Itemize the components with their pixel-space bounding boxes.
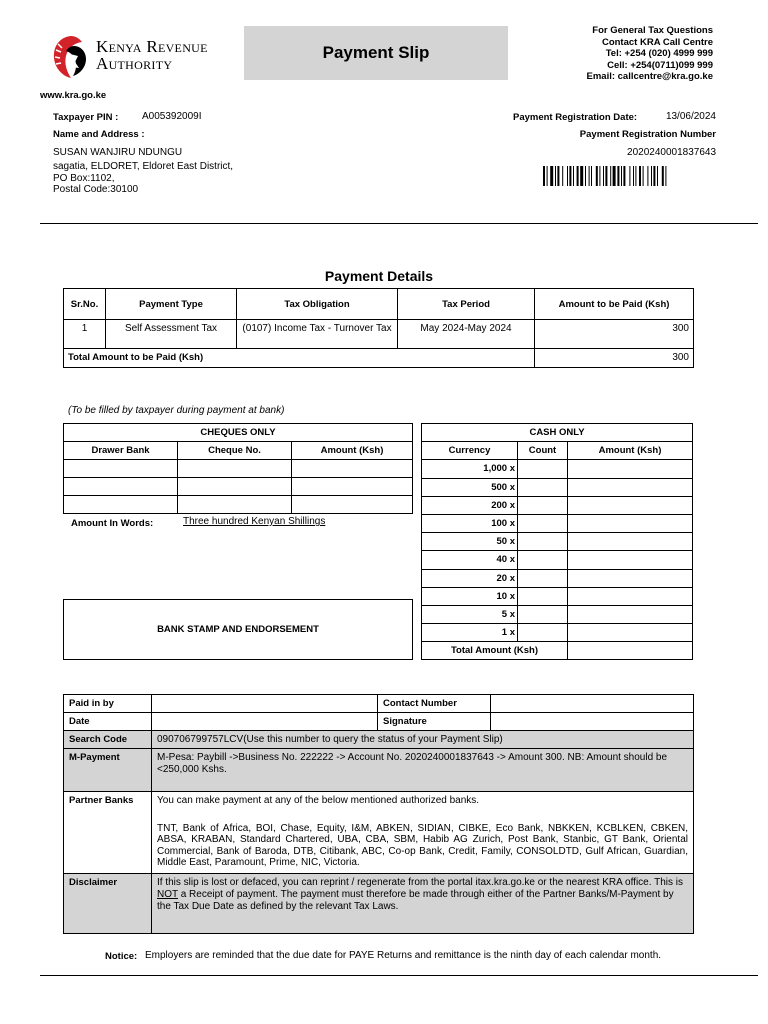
barcode-bar [596,166,598,186]
row-tax-obligation: (0107) Income Tax - Turnover Tax [237,320,398,349]
paid-in-by-label: Paid in by [64,695,152,713]
search-code: 090706799757LCV(Use this number to query the status of your Payment Slip) [152,731,694,749]
barcode-bar [647,166,648,186]
barcode-bar [603,166,604,186]
disclaimer-text-1: If this slip is lost or defaced, you can reprint / regenerate from the portal itax.kra.go.ke or the nearest KRA office. This is [157,877,684,888]
barcode-bar [623,166,625,186]
denomination-row [422,460,693,478]
barcode-bar [550,166,553,186]
barcode-bar [657,166,658,186]
col-cash-amount: Amount (Ksh) [568,442,693,460]
cheque-amount-field[interactable] [292,460,413,478]
barcode-bar [589,166,590,186]
cheques-table [63,423,413,514]
cash-amount-field[interactable] [568,514,693,532]
partner-banks-cell [152,792,694,874]
contact-line2: Contact KRA Call Centre [601,36,713,48]
registration-number: 2020240001837643 [627,147,716,158]
pin-label: Taxpayer PIN : [53,112,119,123]
website-link[interactable]: www.kra.go.ke [40,90,107,101]
registration-number-label: Payment Registration Number [579,129,716,140]
barcode-bar [580,166,583,186]
divider-bottom [40,975,758,976]
table-header-row [64,289,694,320]
disclaimer-not: NOT [157,889,178,900]
denomination: 500 x [422,478,518,496]
drawer-bank-field[interactable] [64,460,178,478]
cash-total-label: Total Amount (Ksh) [422,642,568,660]
row-payment-type: Self Assessment Tax [106,320,237,349]
kra-logo [52,34,237,80]
barcode-bar [617,166,619,186]
barcode-bar [557,166,559,186]
date-label: Date [64,713,152,731]
barcode-bar [665,166,666,186]
barcode-bar [643,166,644,186]
col-count: Count [518,442,568,460]
search-code-label: Search Code [64,731,152,749]
barcode-bar [635,166,636,186]
barcode-bar [605,166,607,186]
cash-amount-field[interactable] [568,605,693,623]
contact-number-field[interactable] [491,695,694,713]
count-field[interactable] [518,587,568,605]
count-field[interactable] [518,624,568,642]
denomination: 20 x [422,569,518,587]
address-line3: Postal Code:30100 [53,184,139,195]
bank-stamp-box: BANK STAMP AND ENDORSEMENT [63,599,413,660]
cheque-row [64,460,413,478]
cash-amount-field[interactable] [568,533,693,551]
address-line1: sagatia, ELDORET, Eldoret East District, [53,161,234,172]
denomination-row [422,569,693,587]
total-row [64,349,694,368]
registration-date-label: Payment Registration Date: [513,112,638,123]
cheque-row [64,478,413,496]
denomination-row [422,478,693,496]
address-line2: PO Box:1102, [53,172,115,184]
col-tax-obligation: Tax Obligation [237,289,398,320]
barcode-bar [543,166,545,186]
col-tax-period: Tax Period [398,289,535,320]
logo-text-line2: Authority [96,54,173,73]
disclaimer-cell [152,874,694,934]
denomination-row [422,624,693,642]
cash-amount-field[interactable] [568,478,693,496]
total-label: Total Amount to be Paid (Ksh) [64,349,535,368]
amount-words-label: Amount In Words: [71,518,154,529]
contact-number-label: Contact Number [378,695,491,713]
barcode-image [543,166,703,186]
barcode-bar [599,166,600,186]
barcode-bar [547,166,548,186]
denomination: 50 x [422,533,518,551]
signature-field[interactable] [491,713,694,731]
cheque-amount-field[interactable] [292,478,413,496]
taxpayer-address [53,161,233,196]
partner-banks-label: Partner Banks [64,792,152,874]
cash-amount-field[interactable] [568,569,693,587]
barcode-bar [629,166,630,186]
paid-in-by-field[interactable] [152,695,378,713]
disclaimer-text-2: a Receipt of payment. The payment must therefore be made through either of the Partner Banks/M-Payment by the Tax Due Date as defined by the relevant Tax Laws. [157,889,674,912]
contact-line1: For General Tax Questions [592,25,713,36]
m-payment-text: M-Pesa: Paybill ->Business No. 222222 -> Account No. 2020240001837643 -> Amount 300. NB: Amount should be <250,000 Kshs. [152,749,694,792]
cheque-no-field[interactable] [178,478,292,496]
amount-words: Three hundred Kenyan Shillings [183,516,326,527]
cash-amount-field[interactable] [568,551,693,569]
cash-total-field[interactable] [568,642,693,660]
cheque-amount-field[interactable] [292,496,413,514]
col-cheque-no: Cheque No. [178,442,292,460]
divider-top [40,223,758,224]
cash-amount-field[interactable] [568,460,693,478]
denomination: 40 x [422,551,518,569]
barcode-bar [555,166,556,186]
table-row [64,320,694,349]
count-field[interactable] [518,496,568,514]
drawer-bank-field[interactable] [64,496,178,514]
drawer-bank-field[interactable] [64,478,178,496]
count-field[interactable] [518,460,568,478]
payment-details-table [63,288,694,368]
notice-text: Employers are reminded that the due date for PAYE Returns and remittance is the ninth day of each calendar month. [145,950,662,961]
cash-amount-field[interactable] [568,496,693,514]
col-amount: Amount to be Paid (Ksh) [535,289,694,320]
barcode-bar [573,166,574,186]
row-srno: 1 [64,320,106,349]
row-amount: 300 [535,320,694,349]
barcode-bar [577,166,579,186]
name-address-label: Name and Address : [53,129,145,140]
contact-email: Email: callcentre@kra.go.ke [586,71,713,82]
denomination: 200 x [422,496,518,514]
barcode-bar [567,166,568,186]
logo-text-line1: Kenya Revenue [96,37,208,56]
logo-text [96,38,208,72]
taxpayer-name: SUSAN WANJIRU NDUNGU [53,147,183,158]
denomination-row [422,551,693,569]
m-payment-label: M-Payment [64,749,152,792]
lion-head-icon [52,34,90,80]
notice-label: Notice: [105,951,138,962]
count-field[interactable] [518,551,568,569]
bank-fill-note: (To be filled by taxpayer during payment at bank) [68,405,285,416]
barcode-bar [610,166,611,186]
col-drawer-bank: Drawer Bank [64,442,178,460]
total-amount: 300 [535,349,694,368]
denomination-row [422,514,693,532]
partner-banks-intro: You can make payment at any of the below mentioned authorized banks. [157,795,480,806]
payment-info-table [63,694,694,934]
date-field[interactable] [152,713,378,731]
cash-total-row [422,642,693,660]
barcode-bar [562,166,563,186]
cash-amount-field[interactable] [568,587,693,605]
denomination: 5 x [422,605,518,623]
contact-info [587,25,714,83]
barcode-bar [662,166,664,186]
cash-amount-field[interactable] [568,624,693,642]
cheque-row [64,496,413,514]
col-payment-type: Payment Type [106,289,237,320]
payment-details-title: Payment Details [324,268,434,284]
col-srno: Sr.No. [64,289,106,320]
denomination: 100 x [422,514,518,532]
denomination-row [422,587,693,605]
barcode-bar [569,166,571,186]
barcode-bar [639,166,641,186]
row-tax-period: May 2024-May 2024 [398,320,535,349]
barcode-bar [591,166,592,186]
barcode-bar [585,166,586,186]
cash-title: CASH ONLY [422,424,693,442]
count-field[interactable] [518,569,568,587]
contact-tel: Tel: +254 (020) 4999 999 [605,48,713,59]
registration-date: 13/06/2024 [665,111,716,122]
signature-label: Signature [378,713,491,731]
count-field[interactable] [518,533,568,551]
barcode-bar [653,166,655,186]
denomination-row [422,605,693,623]
denomination: 10 x [422,587,518,605]
page-title: Payment Slip [244,26,508,80]
denomination: 1,000 x [422,460,518,478]
count-field[interactable] [518,478,568,496]
barcode-bar [633,166,634,186]
cash-table [421,423,693,660]
count-field[interactable] [518,514,568,532]
col-cheque-amount: Amount (Ksh) [292,442,413,460]
pin-value: A005392009I [142,111,202,122]
denomination-row [422,533,693,551]
partner-banks-list: TNT, Bank of Africa, BOI, Chase, Equity, I&M, ABKEN, SIDIAN, CIBKE, Eco Bank, NBKKEN, KCBLKEN, CBKEN, ABSA, KRABAN, Standard Chartered, UBA, CBA, SBM, Habib AG Zurich, Post Bank, Stanbic, GT Bank, Oriental Commercial, Bank of Baroda, DTB, Citibank, ABC, Co-op Bank, Credit, Family, CONSOLDTD, Gulf African, Guardian, Middle East, Paramount, Prime, NIC, Victoria. [157,822,688,868]
contact-cell: Cell: +254(0711)099 999 [607,59,713,71]
cheque-no-field[interactable] [178,496,292,514]
cheques-title: CHEQUES ONLY [64,424,413,442]
barcode-bar [613,166,616,186]
barcode-bar [621,166,622,186]
count-field[interactable] [518,605,568,623]
barcode-bar [651,166,652,186]
denomination: 1 x [422,624,518,642]
cheque-no-field[interactable] [178,460,292,478]
disclaimer-label: Disclaimer [64,874,152,934]
denomination-row [422,496,693,514]
col-currency: Currency [422,442,518,460]
